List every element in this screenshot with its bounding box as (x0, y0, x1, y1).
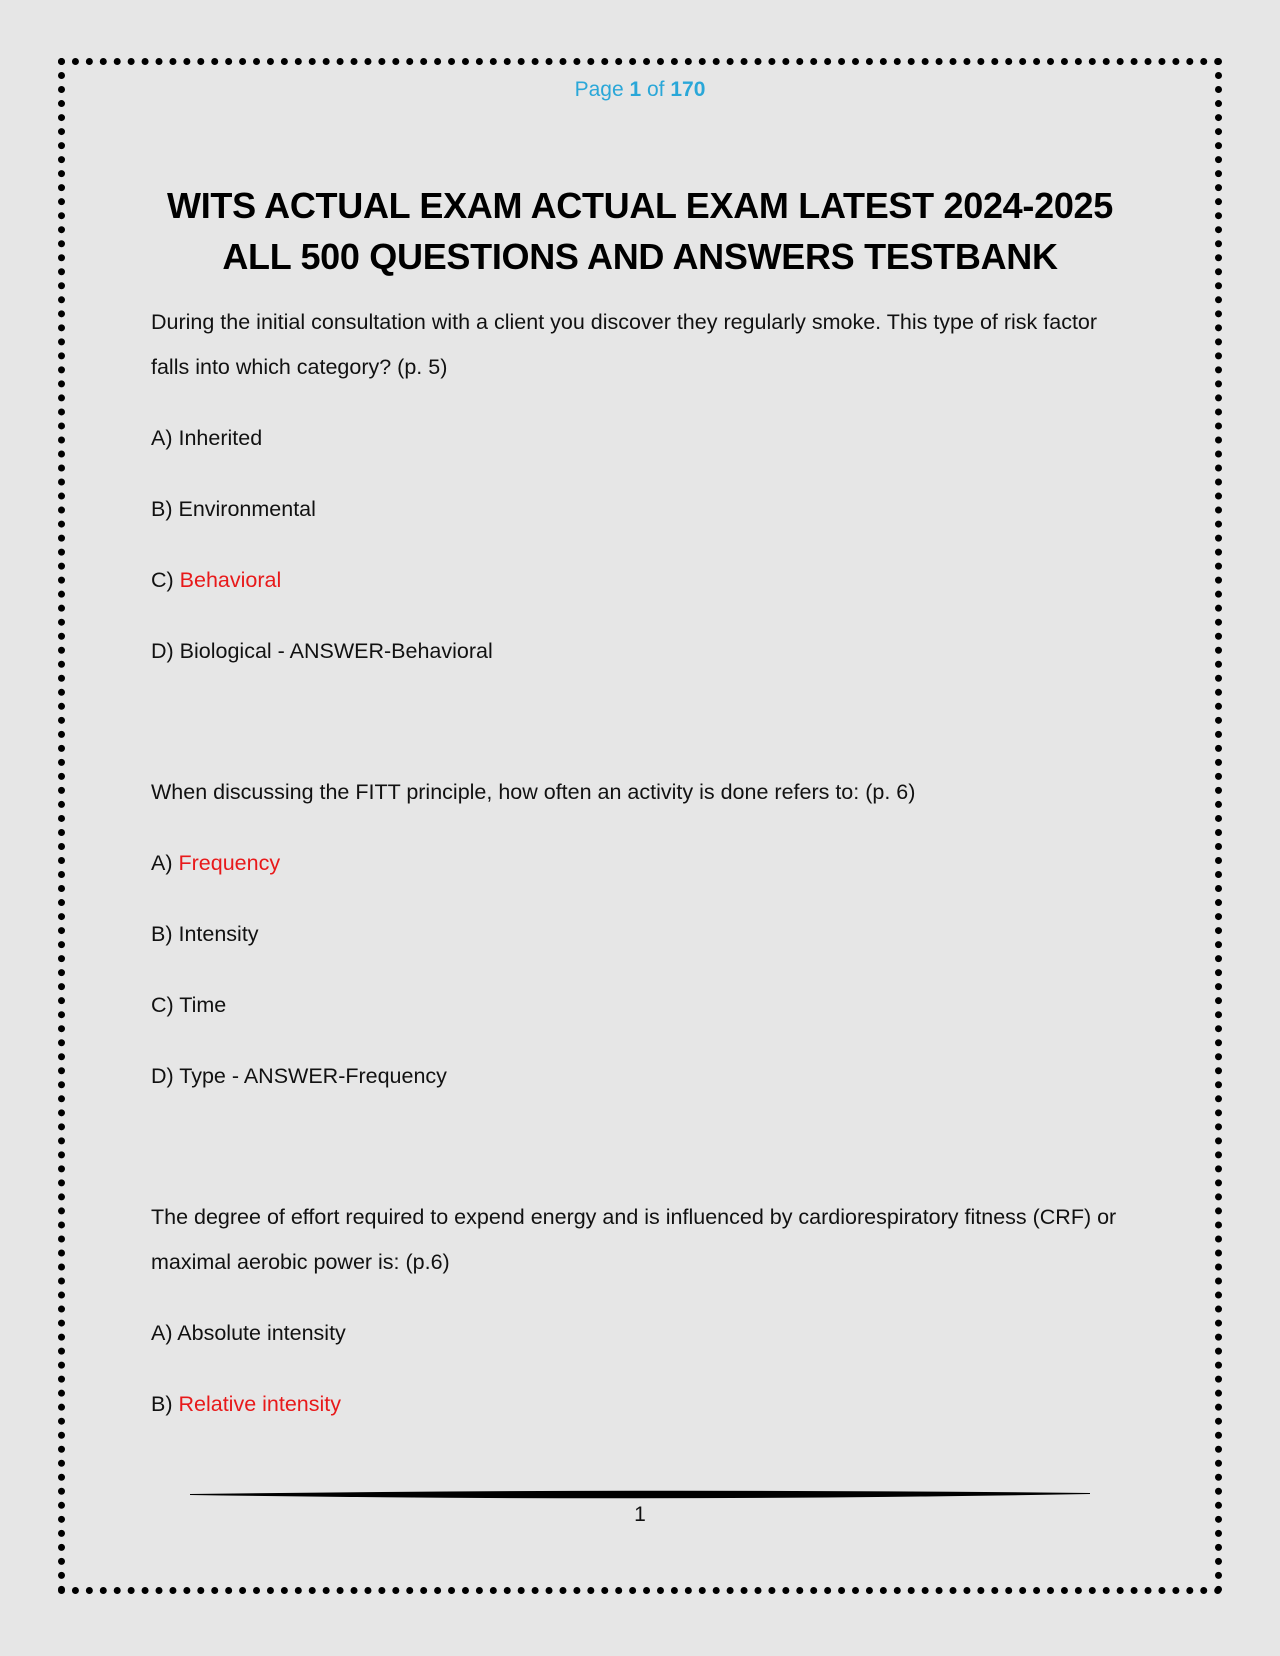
option-b (151, 912, 1121, 983)
question-spacer (151, 1125, 1121, 1195)
option-b (151, 487, 1121, 558)
option-prefix: A) (151, 1321, 178, 1345)
option-c (151, 983, 1121, 1054)
option-a (151, 841, 1121, 912)
option-prefix: B) (151, 1392, 179, 1416)
page-counter-of: of (641, 78, 671, 101)
document-title (150, 180, 1130, 282)
option-label: Type (179, 1064, 226, 1088)
title-line-2: ALL 500 QUESTIONS AND ANSWERS TESTBANK (222, 236, 1058, 277)
question-block (151, 300, 1121, 700)
answer-key: - ANSWER-Behavioral (271, 639, 493, 663)
option-b (151, 1382, 1121, 1453)
option-prefix: B) (151, 497, 179, 521)
option-label: Inherited (178, 426, 263, 450)
question-text: The degree of effort required to expend energy and is influenced by cardiorespiratory fitness (CRF) or maximal aerobic power is: (p.6) (151, 1205, 1117, 1274)
page-counter-prefix: Page (574, 78, 630, 101)
option-label: Time (179, 993, 227, 1017)
question-spacer (151, 700, 1121, 770)
option-a (151, 416, 1121, 487)
option-prefix: A) (151, 426, 179, 450)
option-prefix: C) (151, 568, 180, 592)
question-block (151, 770, 1121, 1125)
option-label: Biological (179, 639, 272, 663)
option-c (151, 558, 1121, 629)
question-text: When discussing the FITT principle, how often an activity is done refers to: (p. 6) (151, 780, 916, 804)
correct-answer-highlight: Behavioral (179, 568, 282, 592)
answer-key: - ANSWER-Frequency (225, 1064, 447, 1088)
option-prefix: D) (151, 639, 180, 663)
option-a (151, 1311, 1121, 1382)
correct-answer-highlight: Frequency (178, 851, 281, 875)
option-d (151, 629, 1121, 700)
question-list (151, 300, 1121, 1453)
option-prefix: D) (151, 1064, 180, 1088)
option-prefix: B) (151, 922, 179, 946)
total-pages-number: 170 (670, 78, 706, 101)
option-label: Intensity (178, 922, 259, 946)
option-label: Environmental (178, 497, 316, 521)
option-d (151, 1054, 1121, 1125)
footer-page-number: 1 (634, 1503, 646, 1526)
page-counter (0, 78, 1280, 102)
footer-divider (190, 1488, 1090, 1500)
title-line-1: WITS ACTUAL EXAM ACTUAL EXAM LATEST 2024-2025 (167, 185, 1113, 226)
question-text: During the initial consultation with a client you discover they regularly smoke. This type of risk factor falls into which category? (p. 5) (151, 310, 1098, 379)
option-prefix: C) (151, 993, 180, 1017)
question-block (151, 1195, 1121, 1453)
option-prefix: A) (151, 851, 179, 875)
current-page-number: 1 (629, 78, 642, 101)
correct-answer-highlight: Relative intensity (178, 1392, 342, 1416)
option-label: Absolute intensity (177, 1321, 346, 1345)
